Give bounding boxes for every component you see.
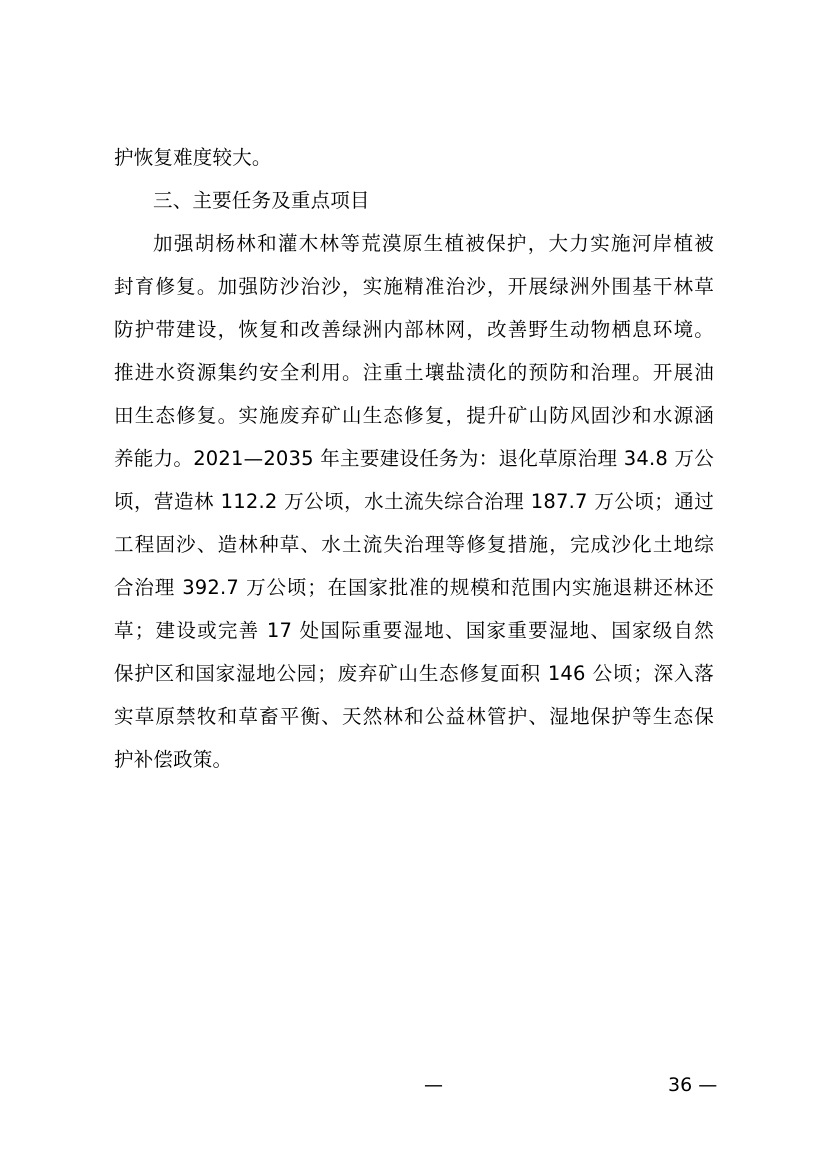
text-line-1: 护恢复难度较大。	[114, 146, 272, 169]
text-line-7: 田生态修复。实施废弃矿山生态修复，提升矿山防风固沙和水源涵	[114, 404, 714, 427]
text-line-3: 加强胡杨林和灌木林等荒漠原生植被保护，大力实施河岸植被	[153, 232, 714, 255]
section-heading: 三、主要任务及重点项目	[153, 189, 370, 212]
text-line-13: 保护区和国家湿地公园；废弃矿山生态修复面积 146 公顷；深入落	[114, 662, 714, 685]
page-number: 36 —	[668, 1074, 718, 1096]
text-line-11: 合治理 392.7 万公顷；在国家批准的规模和范围内实施退耕还林还	[114, 576, 714, 599]
text-line-4: 封育修复。加强防沙治沙，实施精准治沙，开展绿洲外围基干林草	[114, 275, 714, 298]
text-line-5: 防护带建设，恢复和改善绿洲内部林网，改善野生动物栖息环境。	[114, 318, 714, 341]
footer-dash: —	[424, 1074, 443, 1096]
text-line-10: 工程固沙、造林种草、水土流失治理等修复措施，完成沙化土地综	[114, 533, 714, 556]
text-line-15: 护补偿政策。	[114, 748, 233, 771]
text-line-6: 推进水资源集约安全利用。注重土壤盐渍化的预防和治理。开展油	[114, 361, 714, 384]
text-line-12: 草；建设或完善 17 处国际重要湿地、国家重要湿地、国家级自然	[114, 619, 714, 642]
text-line-14: 实草原禁牧和草畜平衡、天然林和公益林管护、湿地保护等生态保	[114, 705, 714, 728]
text-line-9: 顷，营造林 112.2 万公顷，水土流失综合治理 187.7 万公顷；通过	[114, 490, 714, 513]
text-line-8: 养能力。2021—2035 年主要建设任务为：退化草原治理 34.8 万公	[114, 447, 714, 470]
